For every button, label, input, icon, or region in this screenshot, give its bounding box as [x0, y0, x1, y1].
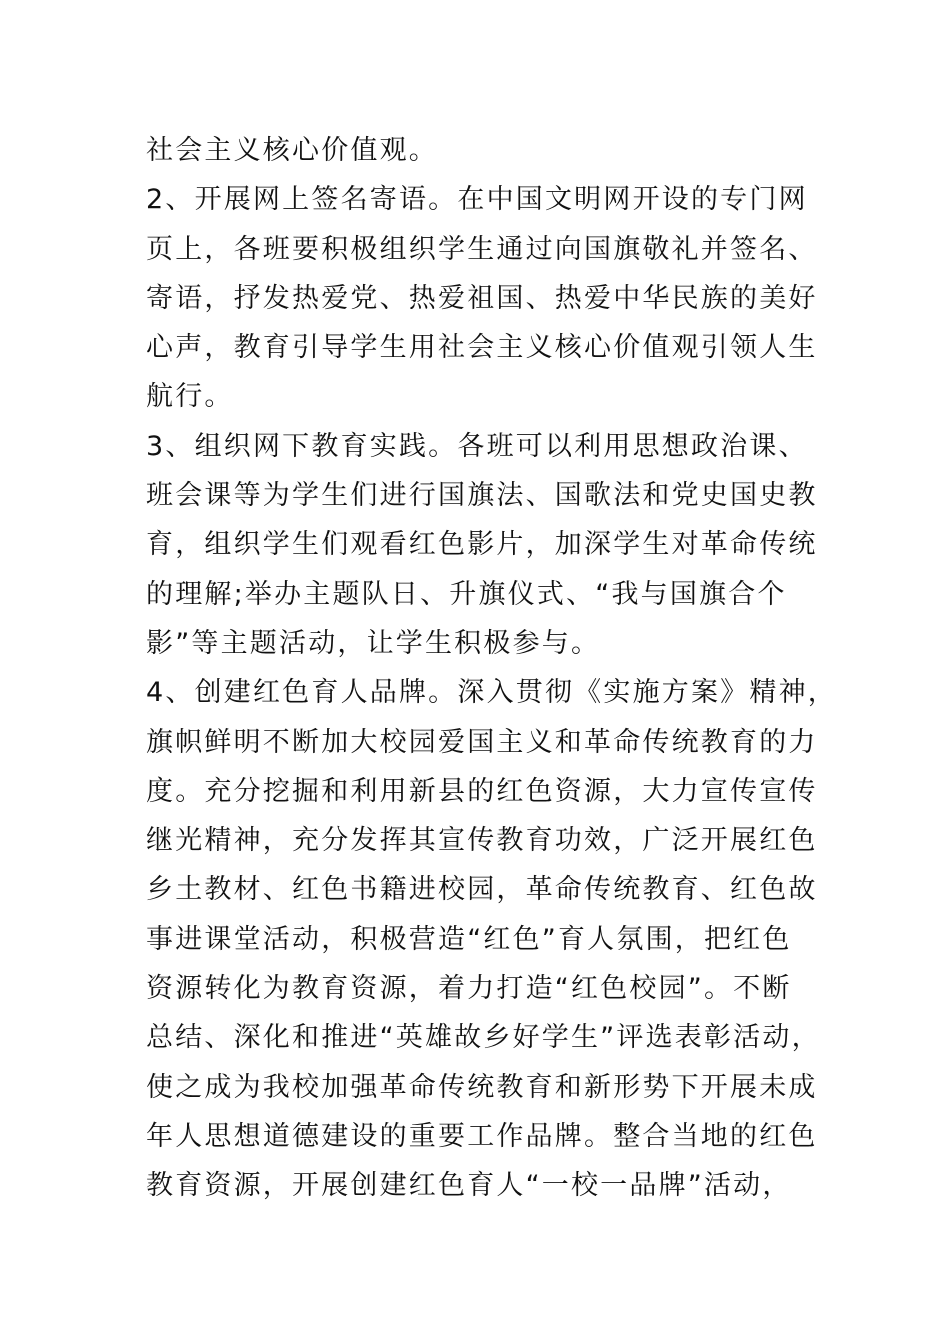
text-line: 继光精神，充分发挥其宣传教育功效，广泛开展红色: [146, 825, 818, 857]
text-line: 育，组织学生们观看红色影片，加深学生对革命传统: [146, 529, 818, 561]
text-line: 班会课等为学生们进行国旗法、国歌法和党史国史教: [146, 480, 818, 512]
text-line: 乡土教材、红色书籍进校园，革命传统教育、红色故: [146, 874, 818, 906]
text-line: 教育资源，开展创建红色育人“一校一品牌”活动，: [146, 1170, 792, 1202]
text-line: 年人思想道德建设的重要工作品牌。整合当地的红色: [146, 1120, 818, 1152]
text-line: 的理解;举办主题队日、升旗仪式、“我与国旗合个: [146, 578, 787, 610]
text-line: 总结、深化和推进“英雄故乡好学生”评选表彰活动，: [146, 1022, 821, 1054]
text-line: 度。充分挖掘和利用新县的红色资源，大力宣传宣传: [146, 775, 818, 807]
text-line: 社会主义核心价值观。: [146, 135, 438, 166]
text-line: 航行。: [146, 381, 234, 413]
text-line: 资源转化为教育资源，着力打造“红色校园”。不断: [146, 973, 792, 1005]
text-line: 寄语，抒发热爱党、热爱祖国、热爱中华民族的美好: [146, 282, 818, 314]
text-line: 2、开展网上签名寄语。在中国文明网开设的专门网: [146, 184, 808, 216]
text-line: 页上，各班要积极组织学生通过向国旗敬礼并签名、: [146, 233, 818, 265]
text-line: 心声，教育引导学生用社会主义核心价值观引领人生: [146, 332, 818, 364]
text-line: 影”等主题活动，让学生积极参与。: [146, 627, 601, 659]
text-line: 3、组织网下教育实践。各班可以利用思想政治课、: [146, 430, 808, 462]
body-text: [146, 126, 836, 1211]
text-line: 旗帜鲜明不断加大校园爱国主义和革命传统教育的力: [146, 726, 818, 758]
text-line: 4、创建红色育人品牌。深入贯彻《实施方案》精神，: [146, 677, 837, 709]
text-line: 使之成为我校加强革命传统教育和新形势下开展未成: [146, 1071, 818, 1103]
text-line: 事进课堂活动，积极营造“红色”育人氛围，把红色: [146, 923, 792, 955]
